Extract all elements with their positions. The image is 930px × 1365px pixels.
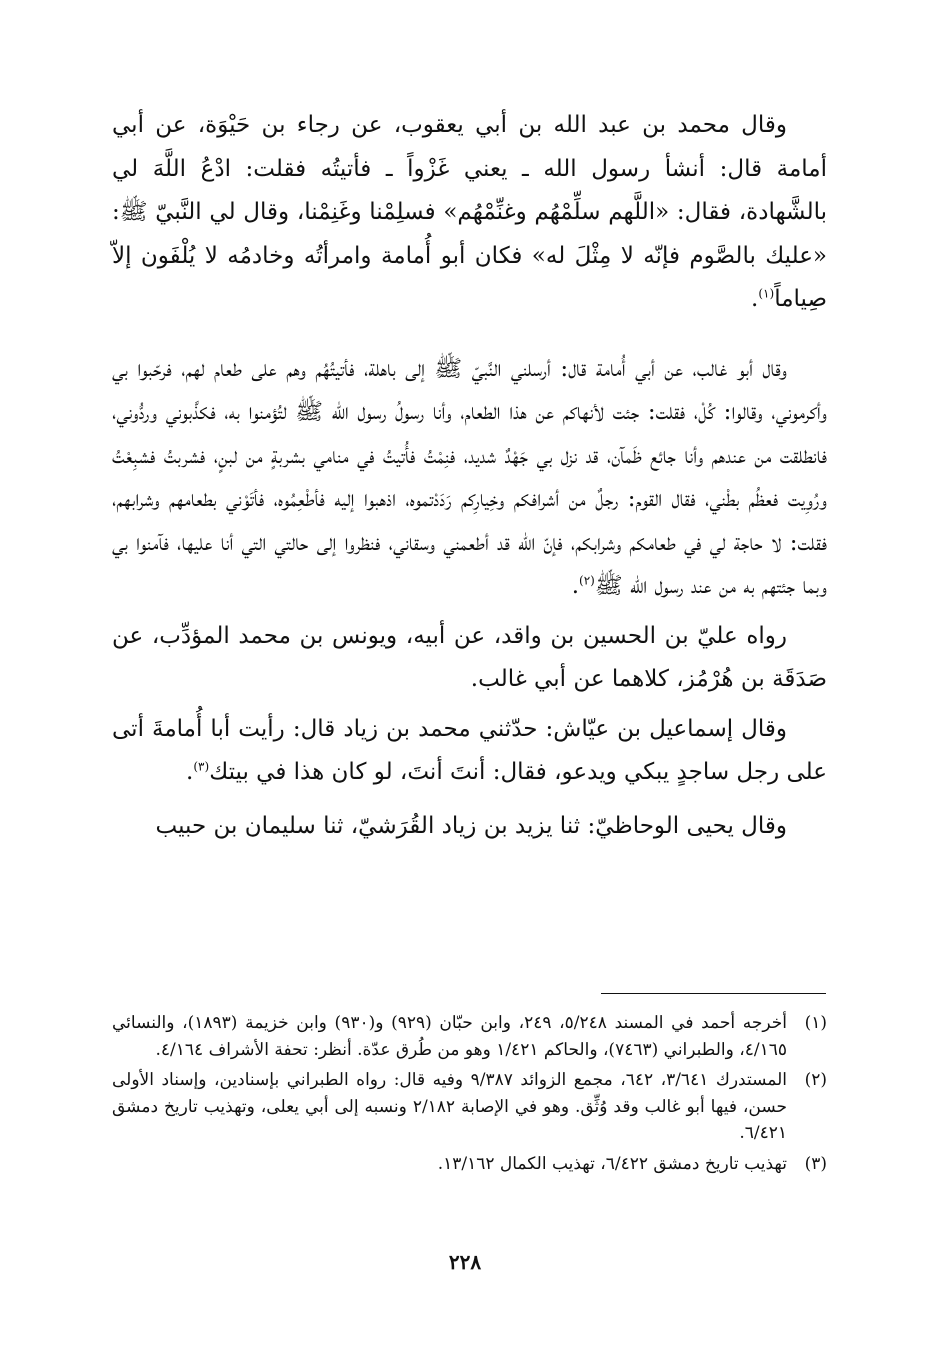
footnote-divider (601, 993, 826, 994)
paragraph-tail: . (751, 286, 759, 312)
footnote-text: تهذيب تاريخ دمشق ٦/٤٢٢، تهذيب الكمال ١٣/١٦٢. (437, 1153, 787, 1174)
footnote-ref[interactable]: (١) (758, 286, 775, 301)
paragraph-text: وقال أبو غالب، عن أبي أُمامة قال: أرسلني النَّبيّ ﷺ إلى باهلة، فأتيتُهُم وهم على طعام لهم، فرحّبوا بي وأكرموني، وقالوا: كُلْ، فقلت: جئت لأنهاكم عن هذا الطعام، وأنا رسولُ رسول الله ﷺ لتُؤمنوا به، فكذَّبوني وردُّوني، فانطلقت من عندهم وأنا جائع ظَمآن، قد نزل بي جَهْدٌ شديد، فنِمْتُ فأُتيتُ في منامي بشربةٍ من لبنٍ، فشربتُ فشبِعْتُ ورُوِيت فعظُم بطْني، فقال القوم: رجلٌ من أشرافكم وخِيارِكم رَدَدْتموه، اذهبوا إليه فأطْعِمُوه، فأتَوْني بطعامهم وشرابهم، فقلت: لا حاجة لي في طعامكم وشرابكم، فإنّ الله قد أطعمني وسقاني، فنظروا إلى حالتي التي أنا عليها، فآمنوا بي وبما جئتهم به من عند رسول الله ﷺ (112, 355, 827, 599)
paragraph (112, 708, 827, 795)
footnote-text: المستدرك ٣/٦٤١، ٦٤٢، مجمع الزوائد ٩/٣٨٧ وفيه قال: رواه الطبراني بإسنادين، وإسناد الأولى حسن، فيها أبو غالب وقد وُثِّق. وهو في الإصابة ٢/١٨٢ ونسبه إلى أبي يعلى، وتهذيب تاريخ دمشق ٦/٤٢١. (112, 1070, 788, 1143)
footnote (112, 1067, 827, 1147)
paragraph-text: وقال يحيى الوحاظيّ: ثنا يزيد بن زياد القُرَشيّ، ثنا سليمان بن حبيب (155, 812, 787, 839)
main-text (112, 104, 827, 848)
paragraph (112, 805, 827, 849)
footnotes (112, 1010, 827, 1181)
paragraph (112, 348, 827, 609)
paragraph-tail: . (571, 573, 580, 599)
paragraph-text: وقال محمد بن عبد الله بن أبي يعقوب، عن رجاء بن حَيْوَة، عن أبي أمامة قال: أنشأ رسول الله ـ يعني غَزْواً ـ فأتيتُه فقلت: ادْعُ اللَّهَ لي بالشَّهادة، فقال: «اللَّهم سلِّمْهُم وغنِّمْهُم» فسلِمْنا وغَنِمْنا، وقال لي النَّبيّ ﷺ: «عليك بالصَّوم فإنّه لا مِثْلَ له» فكان أبو أُمامة وامرأتُه وخادمُه لا يُلْفَون إلاّ صِياماً (112, 112, 827, 312)
paragraph-text: وقال إسماعيل بن عيّاش: حدّثني محمد بن زياد قال: رأيت أبا أُمامةَ أتى على رجل ساجدٍ يبكي ويدعو، فقال: أنتَ أنتَ، لو كان هذا في بيتك (112, 715, 827, 785)
footnote-ref[interactable]: (٣) (193, 759, 210, 774)
footnote (112, 1010, 827, 1063)
footnote-number: (١) (804, 1013, 827, 1033)
page-number: ٢٢٨ (448, 1250, 482, 1274)
footnote-number: (٣) (804, 1153, 827, 1174)
paragraph-text: رواه عليّ بن الحسين بن واقد، عن أبيه، ويونس بن محمد المؤدِّب، عن صَدَقَة بن هُرْمُز، كلاهما عن أبي غالب. (112, 622, 827, 692)
footnote (112, 1151, 827, 1178)
paragraph (112, 615, 827, 702)
paragraph-tail: . (186, 759, 194, 785)
footnote-number: (٢) (804, 1070, 827, 1090)
paragraph (112, 104, 827, 322)
footnote-text: أخرجه أحمد في المسند ٥/٢٤٨، ٢٤٩، وابن حبّان (٩٢٩) و(٩٣٠) وابن خزيمة (١٨٩٣)، والنسائي ٤/١٦٥، والطبراني (٧٤٦٣)، والحاكم ١/٤٢١ وهو من طُرق عدّة. أنظر: تحفة الأشراف ٤/١٦٤. (112, 1013, 787, 1060)
footnote-ref[interactable]: (٢) (579, 573, 595, 588)
